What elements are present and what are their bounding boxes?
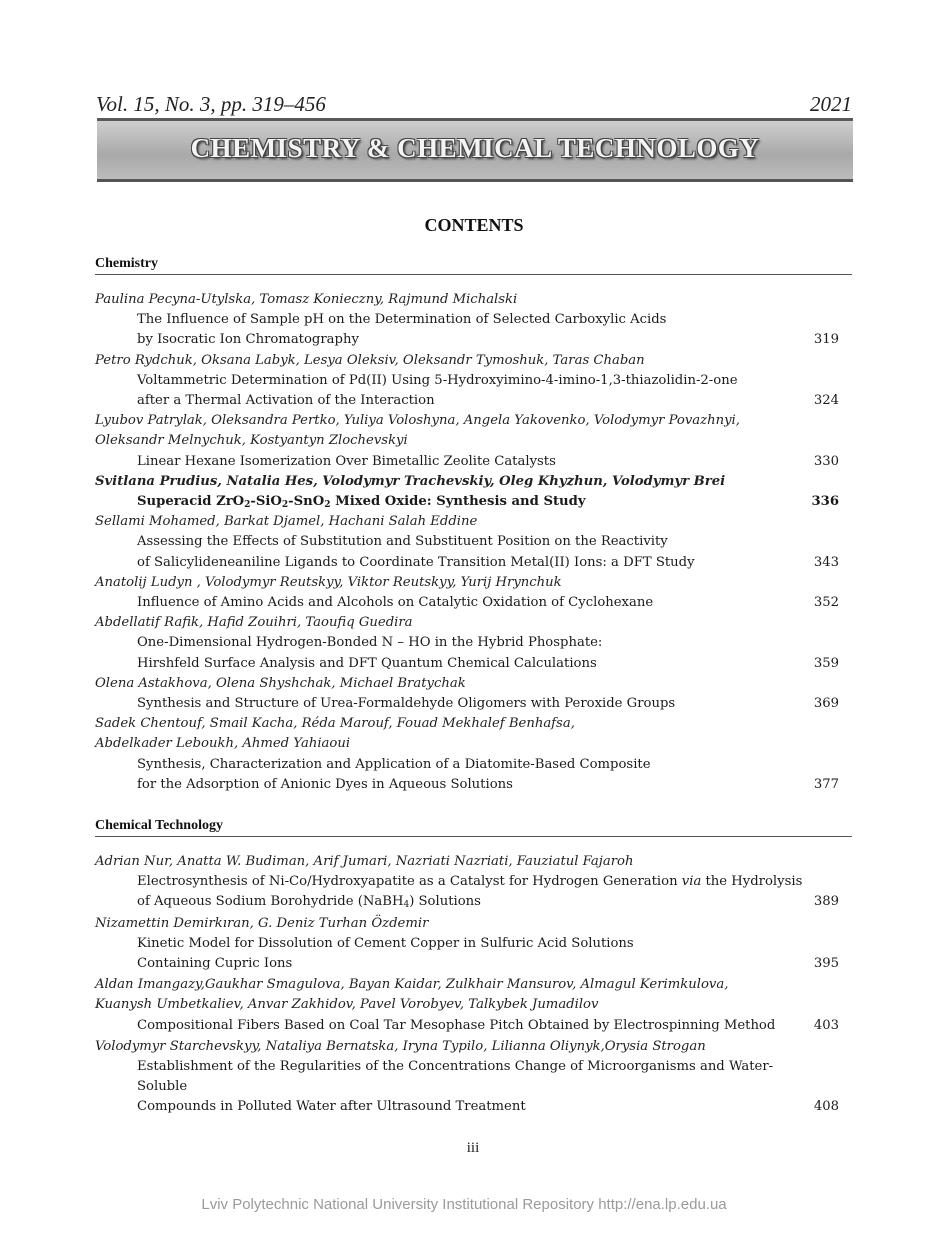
entry-authors: Petro Rydchuk, Oksana Labyk, Lesya Oleksiv, Oleksandr Tymoshuk, Taras Chaban [95,352,645,368]
entry-page: 369 [813,696,839,712]
entry-authors: Paulina Pecyna-Utylska, Tomasz Konieczny, Rajmund Michalski [95,292,518,307]
entry-title: Containing Cupric Ions 395 [95,954,852,974]
entry-page: 389 [813,894,839,910]
toc-entry[interactable] [95,573,852,613]
section-chemistry [95,256,852,795]
entry-page: 330 [813,453,839,469]
entry-title: Voltammetric Determination of Pd(II) Using 5-Hydroxyimino-4-imino-1,3-thiazolidin-2-one [137,372,738,388]
entry-authors: Anatolij Ludyn , Volodymyr Reutskyy, Viktor Reutskyy, Yurij Hrynchuk [95,574,562,590]
entry-page: 324 [813,393,839,409]
entry-authors: Adrian Nur, Anatta W. Budiman, Arif Jumari, Nazriati Nazriati, Fauziatul Fajaroh [95,854,634,869]
entry-page: 352 [813,595,839,611]
entry-title: by Isocratic Ion Chromatography 319 [95,330,852,350]
entry-title: Compounds in Polluted Water after Ultrasound Treatment 408 [95,1097,852,1117]
toc-entry[interactable] [95,411,852,472]
toc-entry[interactable] [95,714,852,795]
toc-entry[interactable] [95,674,852,714]
entry-title: of Salicylideneaniline Ligands to Coordinate Transition Metal(II) Ions: a DFT Study 343 [95,553,852,573]
entry-authors: Volodymyr Starchevskyy, Nataliya Bernatska, Iryna Typilo, Lilianna Oliynyk,Orysia Strogan [95,1038,706,1054]
entry-title: for the Adsorption of Anionic Dyes in Aqueous Solutions 377 [95,775,852,795]
entry-authors: Abdellatif Rafik, Hafid Zouihri, Taoufiq Guedira [95,615,413,631]
section-chemical-technology [95,818,852,1118]
entry-title: Establishment of the Regularities of the Concentrations Change of Microorganisms and Water-Soluble [137,1059,774,1095]
toc-entry[interactable] [95,1037,852,1118]
entry-authors: Sellami Mohamed, Barkat Djamel, Hachani Salah Eddine [95,514,478,530]
entry-authors: Nizamettin Demirkıran, G. Deniz Turhan Özdemir [95,915,429,931]
entry-title: of Aqueous Sodium Borohydride (NaBH$_4$) Solutions 389 [95,892,852,912]
entry-authors: Olena Astakhova, Olena Shyshchak, Michael Bratychak [95,675,466,691]
entry-authors: Kuanysh Umbetkaliev, Anvar Zakhidov, Pavel Vorobyev, Talkybek Jumadilov [95,997,599,1013]
toc-entry[interactable] [95,914,852,975]
journal-banner [97,118,853,182]
entry-title: The Influence of Sample pH on the Determination of Selected Carboxylic Acids [137,312,667,328]
entry-authors: Aldan Imangazy,Gaukhar Smagulova, Bayan Kaidar, Zulkhair Mansurov, Almagul Kerimkulova, [95,977,729,993]
journal-title: CHEMISTRY & CHEMICAL TECHNOLOGY [190,133,760,163]
toc-entry[interactable] [95,351,852,412]
toc-entry[interactable] [95,613,852,674]
entry-authors: Lyubov Patrylak, Oleksandra Pertko, Yuliya Voloshyna, Angela Yakovenko, Volodymyr Povazhnyi, [95,413,740,429]
entry-page: 359 [813,655,839,671]
toc-entry[interactable] [95,290,852,351]
entry-page: 377 [813,776,839,792]
entry-title: Influence of Amino Acids and Alcohols on Catalytic Oxidation of Cyclohexane 352 [95,593,852,613]
entry-title: after a Thermal Activation of the Interaction 324 [95,391,852,411]
entry-title: Synthesis and Structure of Urea-Formaldehyde Oligomers with Peroxide Groups 369 [95,694,852,714]
entry-title: Electrosynthesis of Ni-Co/Hydroxyapatite as a Catalyst for Hydrogen Generation via the Hydrolysis [137,874,803,890]
entry-page: 336 [811,494,839,510]
toc-entry[interactable] [95,512,852,573]
entry-title: One-Dimensional Hydrogen-Bonded N – HO in the Hybrid Phosphate: [137,635,603,651]
journal-header [96,92,852,117]
entry-page: 395 [813,956,839,972]
repository-footer: Lviv Polytechnic National University Institutional Repository http://ena.lp.edu.ua [201,1196,727,1213]
entry-title: Assessing the Effects of Substitution and Substituent Position on the Reactivity [137,534,668,550]
entry-title: Linear Hexane Isomerization Over Bimetallic Zeolite Catalysts 330 [95,452,852,472]
entry-title: Compositional Fibers Based on Coal Tar Mesophase Pitch Obtained by Electrospinning Method 403 [95,1016,852,1036]
entry-authors: Svitlana Prudius, Natalia Hes, Volodymyr Trachevskiy, Oleg Khyzhun, Volodymyr Brei [95,473,726,489]
entry-title: Synthesis, Characterization and Application of a Diatomite-Based Composite [137,756,651,772]
contents-heading: CONTENTS [424,215,524,235]
section-heading: Chemical Technology [95,818,852,837]
page-number: iii [466,1140,480,1156]
toc-entry[interactable] [95,852,852,913]
entry-authors: Sadek Chentouf, Smail Kacha, Réda Marouf, Fouad Mekhalef Benhafsa, [95,716,575,732]
entry-page: 319 [813,332,839,348]
entry-page: 403 [813,1017,839,1033]
toc-entry[interactable] [95,472,852,512]
entry-authors: Abdelkader Leboukh, Ahmed Yahiaoui [95,736,351,752]
toc-entry[interactable] [95,975,852,1036]
entry-page: 343 [813,554,839,570]
entry-page: 408 [813,1099,839,1115]
year: 2021 [810,92,852,116]
section-heading: Chemistry [95,256,852,275]
volume-info: Vol. 15, No. 3, pp. 319–456 [96,92,326,116]
entry-title: Kinetic Model for Dissolution of Cement Copper in Sulfuric Acid Solutions [137,935,634,951]
entry-authors: Oleksandr Melnychuk, Kostyantyn Zlochevskyi [95,433,408,449]
entry-title: Superacid ZrO$_2$-SiO$_2$-SnO$_2$ Mixed Oxide: Synthesis and Study 336 [95,492,852,512]
entry-title: Hirshfeld Surface Analysis and DFT Quantum Chemical Calculations 359 [95,654,852,674]
